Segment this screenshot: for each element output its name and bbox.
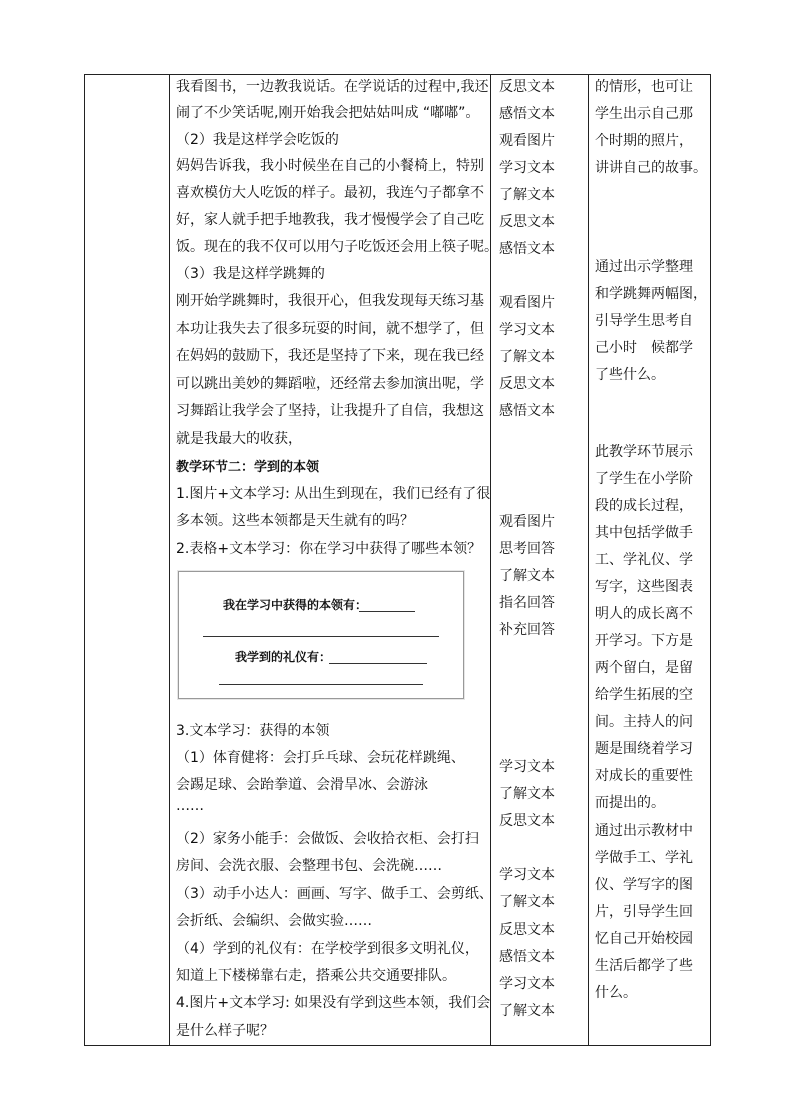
intent-line: 此教学环节展示: [595, 444, 693, 460]
content-line: 房间、会洗衣服、会整理书包、会洗碗……: [176, 858, 442, 874]
content-line: 3.文本学习：获得的本领: [176, 723, 330, 739]
activity-item: 感悟文本: [499, 106, 555, 122]
content-line: （2）家务小能手：会做饭、会收拾衣柜、会打扫: [176, 831, 479, 847]
activity-item: 感悟文本: [499, 949, 555, 965]
intent-line: 其中包括学做手: [595, 525, 693, 541]
figure-blank-line: [203, 636, 439, 637]
activity-item: 感悟文本: [499, 403, 555, 419]
activity-item: 感悟文本: [499, 241, 555, 257]
activity-item: 了解文本: [499, 894, 555, 910]
intent-line: 仪、学写字的图: [595, 877, 693, 893]
content-line: 习舞蹈让我学会了坚持，让我提升了自信，我想这: [176, 403, 484, 419]
intent-line: 间。主持人的问: [595, 714, 693, 730]
content-line: 4.图片+文本学习: 如果没有学到这些本领，我们会: [176, 995, 491, 1011]
activity-item: 反思文本: [499, 214, 555, 230]
intent-line: 段的成长过程，: [595, 498, 693, 514]
content-line: 会折纸、会编织、会做实验……: [176, 913, 372, 929]
intent-line: 片，引导学生回: [595, 904, 693, 920]
intent-line: 而提出的。: [595, 795, 665, 811]
intent-line: 讲讲自己的故事。: [595, 160, 707, 176]
intent-line: 和学跳舞两幅图，: [595, 286, 707, 302]
content-line: 我看图书，一边教我说话。在学说话的过程中,我还: [176, 79, 489, 95]
intent-line: 忆自己开始校园: [595, 931, 693, 947]
intent-line: 学做手工、学礼: [595, 850, 693, 866]
content-line: （2）我是这样学会吃饭的: [176, 132, 339, 148]
activity-item: 学习文本: [499, 160, 555, 176]
intent-line: 通过出示学整理: [595, 259, 693, 275]
intent-line: 通过出示教材中: [595, 823, 693, 839]
content-line: 刚开始学跳舞时，我很开心，但我发现每天练习基: [176, 293, 484, 309]
activity-item: 反思文本: [499, 813, 555, 829]
intent-line: 开学习。下方是: [595, 633, 693, 649]
activity-item: 了解文本: [499, 568, 555, 584]
content-line: 在妈妈的鼓励下，我还是坚持了下来，现在我已经: [176, 348, 484, 364]
activity-item: 思考回答: [499, 541, 555, 557]
content-line: （3）我是这样学跳舞的: [176, 266, 325, 282]
intent-line: 什么。: [595, 985, 637, 1001]
intent-line: 了些什么。: [595, 367, 665, 383]
activity-item: 学习文本: [499, 867, 555, 883]
activity-item: 了解文本: [499, 349, 555, 365]
content-line: 本功让我失去了很多玩耍的时间，就不想学了，但: [176, 321, 484, 337]
activity-column: [491, 75, 589, 1046]
figure-blank-line: [329, 663, 427, 664]
activity-item: 学习文本: [499, 759, 555, 775]
intent-line: 生活后都学了些: [595, 958, 693, 974]
content-line: （1）体育健将：会打乒乓球、会玩花样跳绳、: [176, 750, 465, 766]
activity-item: 学习文本: [499, 976, 555, 992]
activity-item: 反思文本: [499, 79, 555, 95]
figure-etiquette-label: 我学到的礼仪有：: [235, 650, 332, 664]
figure-blank-line: [359, 611, 415, 612]
activity-item: 了解文本: [499, 786, 555, 802]
figure-skills-label: 我在学习中获得的本领有：: [223, 598, 368, 612]
activity-item: 了解文本: [499, 187, 555, 203]
intent-line: 学生出示自己那: [595, 106, 693, 122]
activity-item: 学习文本: [499, 322, 555, 338]
design-intent-column: [589, 75, 711, 1046]
content-line: 饭。现在的我不仅可以用勺子吃饭还会用上筷子呢。: [176, 239, 498, 255]
content-line: （4）学到的礼仪有：在学校学到很多文明礼仪，: [176, 941, 479, 957]
intent-line: 的情形，也可让: [595, 79, 693, 95]
activity-item: 观看图片: [499, 295, 555, 311]
stage-column: [85, 75, 170, 1046]
intent-line: 了学生在小学阶: [595, 471, 693, 487]
activity-item: 反思文本: [499, 376, 555, 392]
content-line: 妈妈告诉我，我小时候坐在自己的小餐椅上，特别: [176, 158, 484, 174]
content-line: 会踢足球、会跆拳道、会滑旱冰、会游泳: [176, 777, 428, 793]
content-line: 可以跳出美妙的舞蹈啦，还经常去参加演出呢，学: [176, 376, 484, 392]
intent-line: 个时期的照片，: [595, 133, 693, 149]
activity-item: 补充回答: [499, 622, 555, 638]
content-line: 喜欢模仿大人吃饭的样子。最初，我连勺子都拿不: [176, 185, 484, 201]
content-line: （3）动手小达人：画画、写字、做手工、会剪纸、: [176, 886, 493, 902]
activity-item: 反思文本: [499, 922, 555, 938]
intent-line: 两个留白，是留: [595, 660, 693, 676]
content-line: 闹了不少笑话呢,刚开始我会把姑姑叫成 “嘟嘟”。: [176, 105, 480, 121]
lesson-plan-table: [84, 74, 711, 1046]
content-line: 是什么样子呢？: [176, 1023, 274, 1039]
intent-line: 工、学礼仪、学: [595, 552, 693, 568]
content-line: 多本领。这些本领都是天生就有的吗？: [176, 513, 414, 529]
intent-line: 明人的成长离不: [595, 606, 693, 622]
skills-worksheet-figure: [178, 571, 464, 699]
content-line: 2.表格+文本学习：你在学习中获得了哪些本领？: [176, 541, 482, 557]
intent-line: 写字，这些图表: [595, 579, 693, 595]
intent-line: 给学生拓展的空: [595, 687, 693, 703]
intent-line: 己小时 候都学: [595, 340, 693, 356]
intent-line: 题是围绕着学习: [595, 741, 693, 757]
content-line: 知道上下楼梯靠右走，搭乘公共交通要排队。: [176, 968, 456, 984]
figure-blank-line: [219, 684, 423, 685]
content-line: 就是我最大的收获，: [176, 431, 302, 447]
activity-item: 观看图片: [499, 514, 555, 530]
activity-item: 了解文本: [499, 1003, 555, 1019]
intent-line: 引导学生思考自: [595, 313, 693, 329]
content-line: 好，家人就手把手地教我，我才慢慢学会了自己吃: [176, 212, 484, 228]
activity-item: 观看图片: [499, 133, 555, 149]
intent-line: 对成长的重要性: [595, 768, 693, 784]
content-column: [170, 75, 498, 1046]
activity-item: 指名回答: [499, 595, 555, 611]
section-heading: 教学环节二：学到的本领: [176, 460, 320, 475]
content-line: 1.图片+文本学习: 从出生到现在，我们已经有了很: [176, 486, 491, 502]
content-line: ……: [176, 798, 204, 814]
